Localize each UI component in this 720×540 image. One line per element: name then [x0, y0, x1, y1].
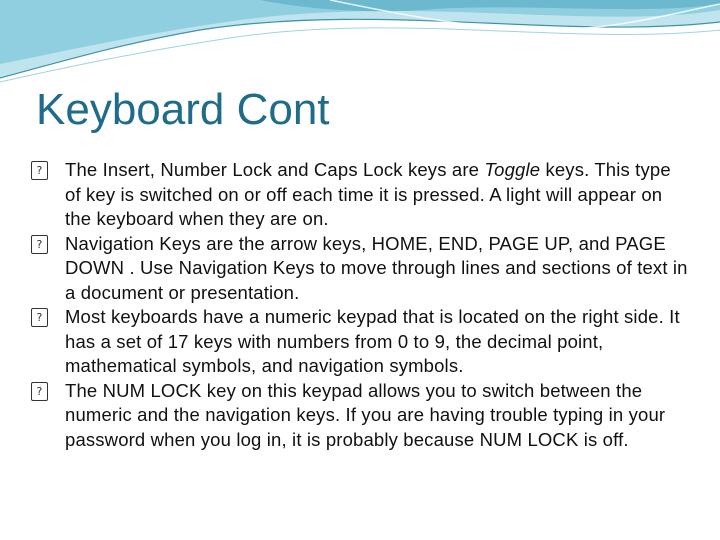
bullet-emphasis: Toggle — [484, 159, 541, 180]
list-item — [30, 379, 690, 453]
bullet-text-start: The Insert, Number Lock and Caps Lock keys are — [65, 159, 485, 180]
bullet-text: The NUM LOCK key on this keypad allows you to switch between the numeric and the navigation keys. If you are having trouble typing in your password when you log in, it is probably because NUM LOCK is off. — [65, 379, 666, 450]
bullet-text-end: keys. This type of key is switched on or off each time it is pressed. A light will appear on the keyboard when they are on. — [65, 159, 671, 229]
bullet-text: Most keyboards have a numeric keypad that is located on the right side. It has a set of 17 keys with numbers from 0 to 9, the decimal point, mathematical symbols, and navigation symbols. — [65, 306, 680, 376]
missing-glyph-bullet-icon: ? — [31, 382, 48, 401]
missing-glyph-bullet-icon: ? — [31, 161, 48, 180]
missing-glyph-bullet-icon: ? — [31, 235, 48, 254]
bullet-text: Navigation Keys are the arrow keys, HOME, END, PAGE UP, and PAGE DOWN . Use Navigation Keys to move through lines and sections of text in a document or presentation. — [65, 232, 688, 303]
missing-glyph-bullet-icon: ? — [31, 308, 48, 327]
list-item — [30, 232, 690, 306]
header-wave-decoration — [0, 0, 720, 90]
list-item — [30, 305, 690, 379]
list-item — [30, 158, 690, 232]
bullet-list — [30, 158, 690, 452]
slide-title: Keyboard Cont — [36, 85, 330, 134]
